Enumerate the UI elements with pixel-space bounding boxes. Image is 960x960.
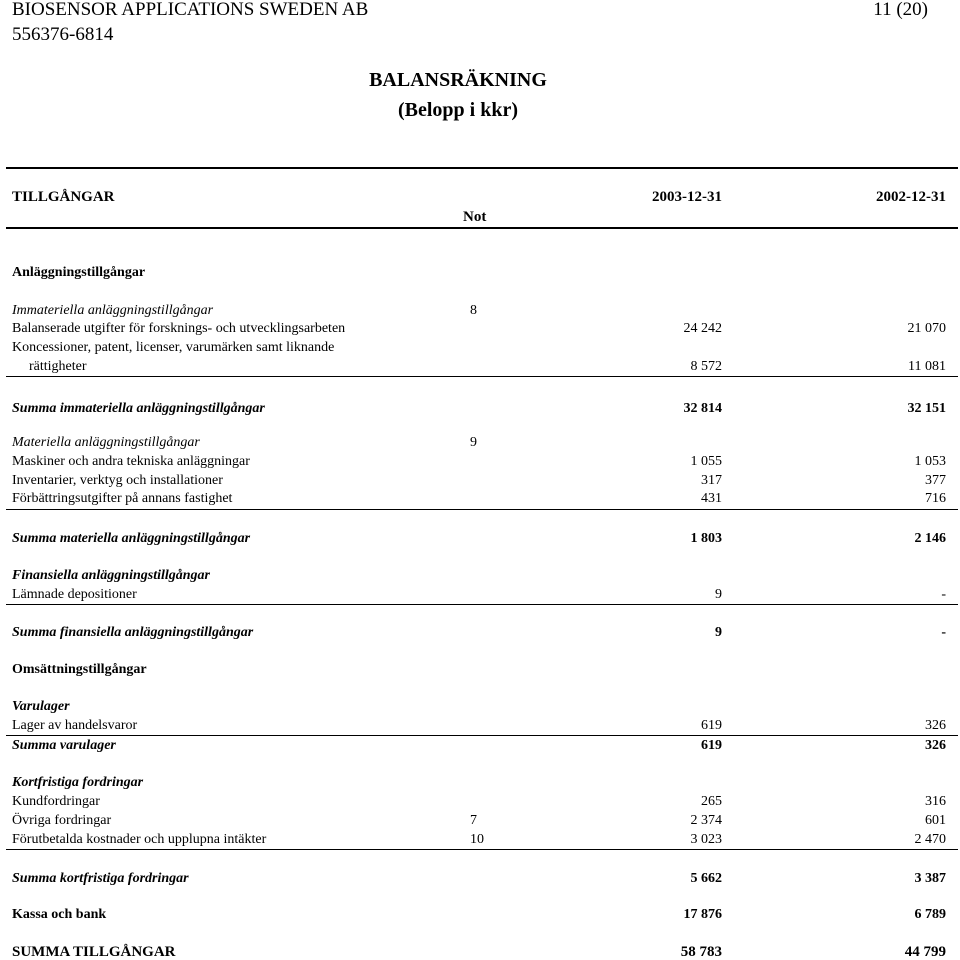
subtotal-2002: 2 146 bbox=[914, 531, 946, 546]
value-2003: 2 374 bbox=[690, 813, 722, 828]
subtotal-label: Summa varulager bbox=[12, 738, 116, 753]
company-name: BIOSENSOR APPLICATIONS SWEDEN AB bbox=[12, 0, 369, 20]
note-ref: 8 bbox=[470, 303, 477, 318]
page-title: BALANSRÄKNING bbox=[369, 69, 547, 91]
row-rule bbox=[6, 509, 958, 510]
subtotal-label: Summa materiella anläggningstillgångar bbox=[12, 531, 251, 546]
header-rule bbox=[6, 227, 958, 229]
subtotal-2003: 5 662 bbox=[690, 871, 722, 886]
total-2002: 44 799 bbox=[904, 944, 946, 960]
row-rule bbox=[6, 849, 958, 850]
subgroup-heading: Varulager bbox=[12, 699, 70, 714]
row-label: Inventarier, verktyg och installationer bbox=[12, 473, 223, 488]
top-rule bbox=[6, 167, 958, 169]
value-2003: 265 bbox=[701, 794, 722, 809]
value-2003: 8 572 bbox=[690, 359, 722, 374]
org-number: 556376-6814 bbox=[12, 24, 114, 45]
column-header-2003: 2003-12-31 bbox=[652, 189, 722, 205]
subtotal-2002: 3 387 bbox=[914, 871, 946, 886]
value-2002: 6 789 bbox=[914, 907, 946, 922]
value-2003: 317 bbox=[701, 473, 722, 488]
value-2003: 3 023 bbox=[690, 832, 722, 847]
note-ref: 9 bbox=[470, 435, 477, 450]
row-rule bbox=[6, 604, 958, 605]
section-heading: TILLGÅNGAR bbox=[12, 189, 115, 205]
row-label: Kassa och bank bbox=[12, 907, 107, 922]
subtotal-label: Summa kortfristiga fordringar bbox=[12, 871, 189, 886]
page-subtitle: (Belopp i kkr) bbox=[397, 99, 519, 121]
subtotal-2003: 619 bbox=[701, 738, 722, 753]
row-label: Förbättringsutgifter på annans fastighet bbox=[12, 491, 233, 506]
value-2003: 431 bbox=[701, 491, 722, 506]
value-2003: 1 055 bbox=[690, 454, 722, 469]
row-rule bbox=[6, 735, 958, 736]
value-2003: 17 876 bbox=[683, 907, 722, 922]
subgroup-heading: Kortfristiga fordringar bbox=[12, 775, 144, 790]
value-2002: 601 bbox=[925, 813, 946, 828]
row-label: Övriga fordringar bbox=[12, 813, 112, 828]
value-2002: 11 081 bbox=[908, 359, 946, 374]
value-2002: 316 bbox=[925, 794, 946, 809]
value-2003: 619 bbox=[701, 718, 722, 733]
value-2002: 377 bbox=[925, 473, 946, 488]
value-2002: - bbox=[941, 587, 946, 602]
subtotal-label: Summa immateriella anläggningstillgångar bbox=[12, 401, 265, 416]
subtotal-2003: 9 bbox=[715, 625, 722, 640]
value-2002: 1 053 bbox=[914, 454, 946, 469]
value-2002: 716 bbox=[925, 491, 946, 506]
subtotal-label: Summa finansiella anläggningstillgångar bbox=[12, 625, 254, 640]
total-2003: 58 783 bbox=[680, 944, 722, 960]
subtotal-2003: 32 814 bbox=[683, 401, 722, 416]
row-label: Koncessioner, patent, licenser, varumärken samt liknande bbox=[12, 340, 335, 355]
subtotal-2002: 326 bbox=[925, 738, 946, 753]
subgroup-heading: Finansiella anläggningstillgångar bbox=[12, 568, 211, 583]
note-ref: 7 bbox=[470, 813, 477, 828]
subtotal-2002: - bbox=[941, 625, 946, 640]
note-ref: 10 bbox=[470, 832, 484, 847]
group-heading: Omsättningstillgångar bbox=[12, 662, 147, 677]
row-label-continued: rättigheter bbox=[29, 359, 87, 374]
subtotal-2003: 1 803 bbox=[690, 531, 722, 546]
row-label: Lager av handelsvaror bbox=[12, 718, 138, 733]
value-2003: 24 242 bbox=[683, 321, 722, 336]
row-label: Balanserade utgifter för forsknings- och utvecklingsarbeten bbox=[12, 321, 346, 336]
row-label: Kundfordringar bbox=[12, 794, 100, 809]
row-label: Lämnade depositioner bbox=[12, 587, 137, 602]
page-number: 11 (20) bbox=[873, 0, 928, 20]
subgroup-heading: Materiella anläggningstillgångar bbox=[12, 435, 200, 450]
group-heading: Anläggningstillgångar bbox=[12, 265, 146, 280]
row-rule bbox=[6, 376, 958, 377]
subtotal-2002: 32 151 bbox=[907, 401, 946, 416]
total-label: SUMMA TILLGÅNGAR bbox=[12, 944, 176, 960]
value-2002: 21 070 bbox=[907, 321, 946, 336]
column-header-2002: 2002-12-31 bbox=[876, 189, 946, 205]
value-2003: 9 bbox=[715, 587, 722, 602]
value-2002: 326 bbox=[925, 718, 946, 733]
row-label: Maskiner och andra tekniska anläggningar bbox=[12, 454, 250, 469]
value-2002: 2 470 bbox=[914, 832, 946, 847]
subgroup-heading: Immateriella anläggningstillgångar bbox=[12, 303, 214, 318]
row-label: Förutbetalda kostnader och upplupna intäkter bbox=[12, 832, 267, 847]
column-header-note: Not bbox=[463, 209, 487, 225]
